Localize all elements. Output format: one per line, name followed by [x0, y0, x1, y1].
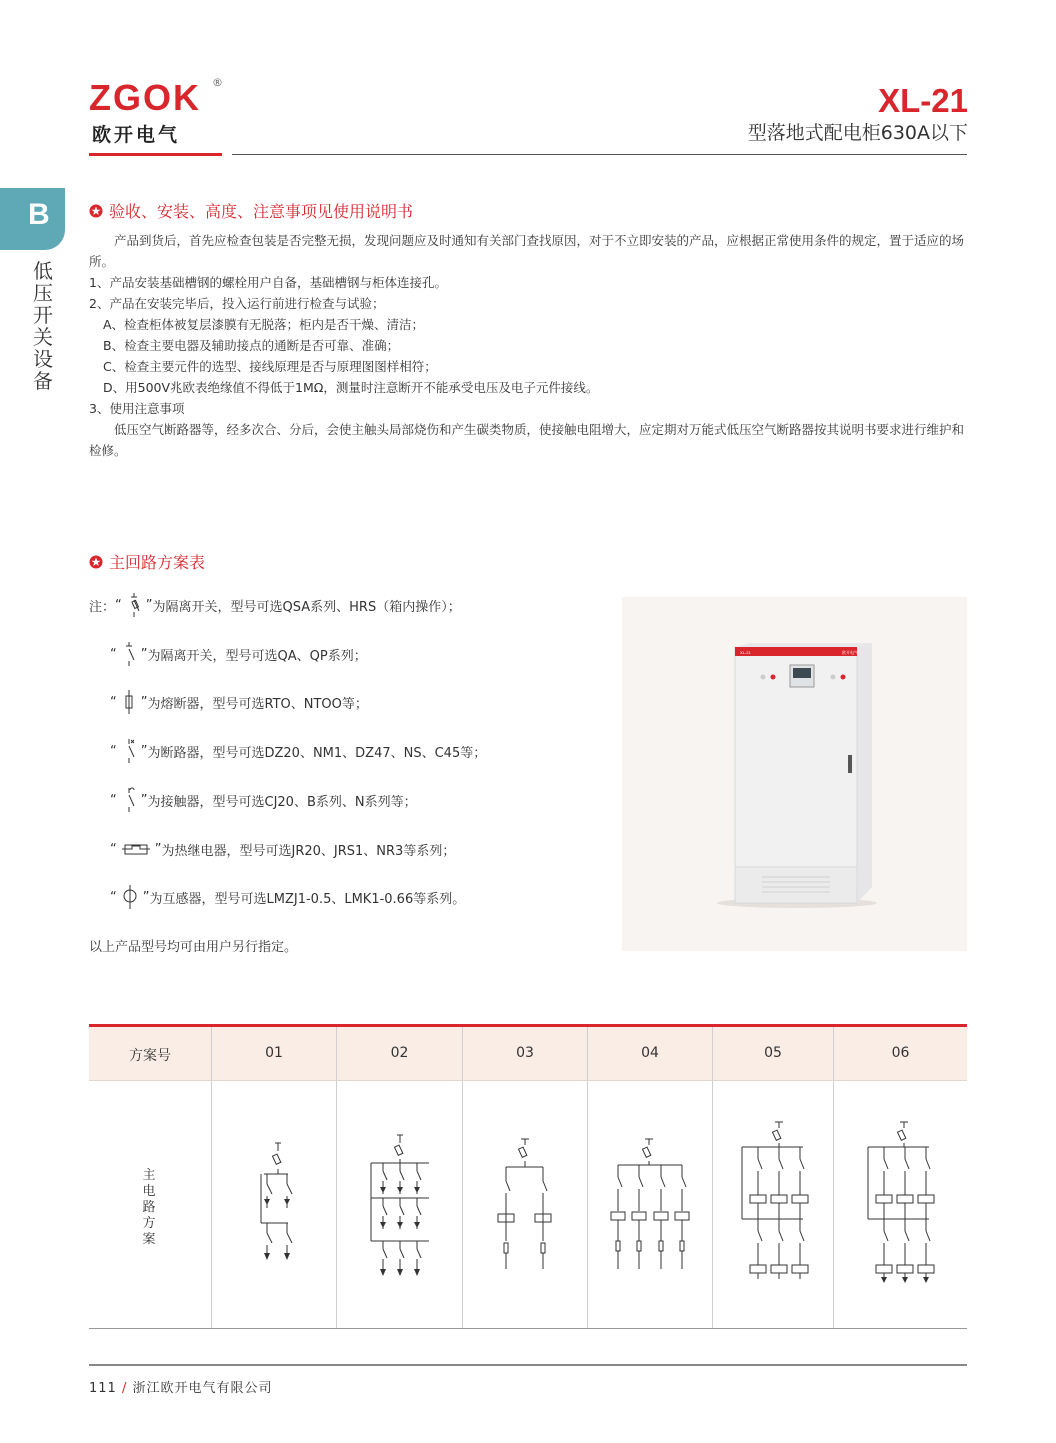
model-subtitle: 型落地式配电柜630A以下 — [747, 122, 968, 144]
note-text: 为接触器，型号可选CJ20、B系列、N系列等； — [147, 794, 417, 810]
paragraph: 低压空气断路器等，经多次合、分后，会使主触头局部烧伤和产生碳类物质，使接触电阻增大，应定期对万能式低压空气断路器按其说明书要求进行维护和检修。 — [89, 422, 965, 458]
paragraph: C、检查主要元件的选型、接线原理是否与原理图图样相符； — [103, 359, 437, 374]
paragraph: 3、使用注意事项 — [89, 401, 185, 416]
star-bullet-icon — [89, 204, 103, 218]
quote-open: “ — [110, 646, 117, 662]
note-isolator-qsa — [89, 590, 461, 620]
quote-close: ” — [145, 597, 153, 613]
section1-title-text: 验收、安装、高度、注意事项见使用说明书 — [109, 202, 414, 221]
section2-title — [89, 550, 205, 573]
quote-open: “ — [115, 597, 122, 613]
fused-isolator-symbol-icon — [126, 592, 142, 618]
circuit-diagram-01 — [212, 1081, 336, 1328]
quote-open: “ — [110, 792, 117, 808]
table-top-rule — [89, 1024, 967, 1027]
quote-open: “ — [110, 743, 117, 759]
thermal-relay-symbol-icon — [121, 841, 151, 857]
circuit-diagram-05 — [713, 1081, 833, 1328]
quote-open: “ — [110, 841, 117, 857]
table-row-label: 主电路方案 — [142, 1168, 156, 1247]
quote-open: “ — [110, 694, 117, 710]
table-col-header: 04 — [641, 1045, 659, 1061]
footer-rule — [89, 1364, 967, 1366]
note-isolator-qa — [110, 639, 367, 669]
isolator-switch-symbol-icon — [121, 641, 137, 667]
brand-cn-name: 欧开电气 — [92, 124, 181, 146]
table-col-header: 03 — [516, 1045, 534, 1061]
quote-close: ” — [140, 694, 148, 710]
circuit-diagram-02 — [337, 1081, 462, 1328]
table-col-header: 01 — [265, 1045, 283, 1061]
footer — [89, 1377, 273, 1396]
note-text: 为热继电器，型号可选JR20、JRS1、NR3等系列； — [161, 843, 456, 859]
paragraph: A、检查柜体被复层漆膜有无脱落；柜内是否干燥、清洁； — [103, 317, 425, 332]
note-breaker — [110, 736, 486, 766]
note-transformer — [110, 882, 465, 912]
table-col-header: 05 — [764, 1045, 782, 1061]
paragraph: 1、产品安装基础槽钢的螺栓用户自备，基础槽钢与柜体连接孔。 — [89, 275, 447, 290]
footer-separator: / — [121, 1381, 128, 1396]
brand-logo: ZGOK — [89, 77, 201, 118]
logo-underline — [89, 153, 222, 156]
footnote: 以上产品型号均可由用户另行指定。 — [89, 940, 298, 955]
star-bullet-icon — [89, 555, 103, 569]
section1-body — [89, 230, 969, 461]
note-prefix: 注： — [89, 599, 116, 615]
circuit-diagram-04 — [588, 1081, 712, 1328]
cabinet-illustration — [622, 597, 967, 951]
note-text: 为断路器，型号可选DZ20、NM1、DZ47、NS、C45等； — [147, 745, 487, 761]
page-number: 111 — [89, 1381, 117, 1396]
paragraph: 产品到货后，首先应检查包装是否完整无损，发现问题应及时通知有关部门查找原因，对于不立即安装的产品，应根据正常使用条件的规定，置于适应的场所。 — [89, 233, 965, 269]
registered-mark: ® — [212, 76, 223, 89]
panel-brand: 欧开电气 — [842, 650, 858, 655]
circuit-diagram-06 — [834, 1081, 967, 1328]
table-col-header: 06 — [891, 1045, 910, 1061]
section-tab-label: 低压开关设备 — [33, 259, 53, 393]
table-header-label: 方案号 — [129, 1048, 171, 1064]
company-name: 浙江欧开电气有限公司 — [132, 1381, 273, 1396]
product-image — [622, 597, 967, 951]
paragraph: D、用500V兆欧表绝缘值不得低于1MΩ，测量时注意断开不能承受电压及电子元件接线。 — [103, 380, 599, 395]
paragraph: B、检查主要电器及辅助接点的通断是否可靠、准确； — [103, 338, 400, 353]
note-thermal-relay — [110, 834, 455, 864]
note-text: 为互感器，型号可选LMZJ1-0.5、LMK1-0.66等系列。 — [149, 891, 466, 907]
quote-close: ” — [142, 889, 150, 905]
table-col-header: 02 — [390, 1045, 409, 1061]
panel-label: XL-21 — [740, 650, 751, 655]
contactor-symbol-icon — [121, 787, 137, 813]
note-contactor — [110, 785, 417, 815]
header-rule — [232, 154, 967, 155]
quote-close: ” — [140, 646, 148, 662]
quote-close: ” — [154, 841, 162, 857]
note-text: 为熔断器，型号可选RTO、NTOO等； — [147, 696, 368, 712]
note-text: 为隔离开关，型号可选QSA系列、HRS（箱内操作）； — [152, 599, 461, 615]
model-title: XL-21 — [878, 82, 968, 119]
quote-close: ” — [140, 792, 148, 808]
paragraph: 2、产品在安装完毕后，投入运行前进行检查与试验； — [89, 296, 385, 311]
section2-title-text: 主回路方案表 — [109, 553, 206, 572]
section1-title — [89, 199, 413, 222]
current-transformer-symbol-icon — [121, 884, 139, 910]
table-bottom-rule — [89, 1328, 967, 1329]
quote-close: ” — [140, 743, 148, 759]
note-fuse — [110, 687, 368, 717]
circuit-breaker-symbol-icon — [121, 738, 137, 764]
fuse-symbol-icon — [121, 689, 137, 715]
quote-open: “ — [110, 889, 117, 905]
section-tab-letter: B — [28, 198, 50, 231]
circuit-diagram-03 — [463, 1081, 587, 1328]
note-text: 为隔离开关，型号可选QA、QP系列； — [147, 648, 367, 664]
